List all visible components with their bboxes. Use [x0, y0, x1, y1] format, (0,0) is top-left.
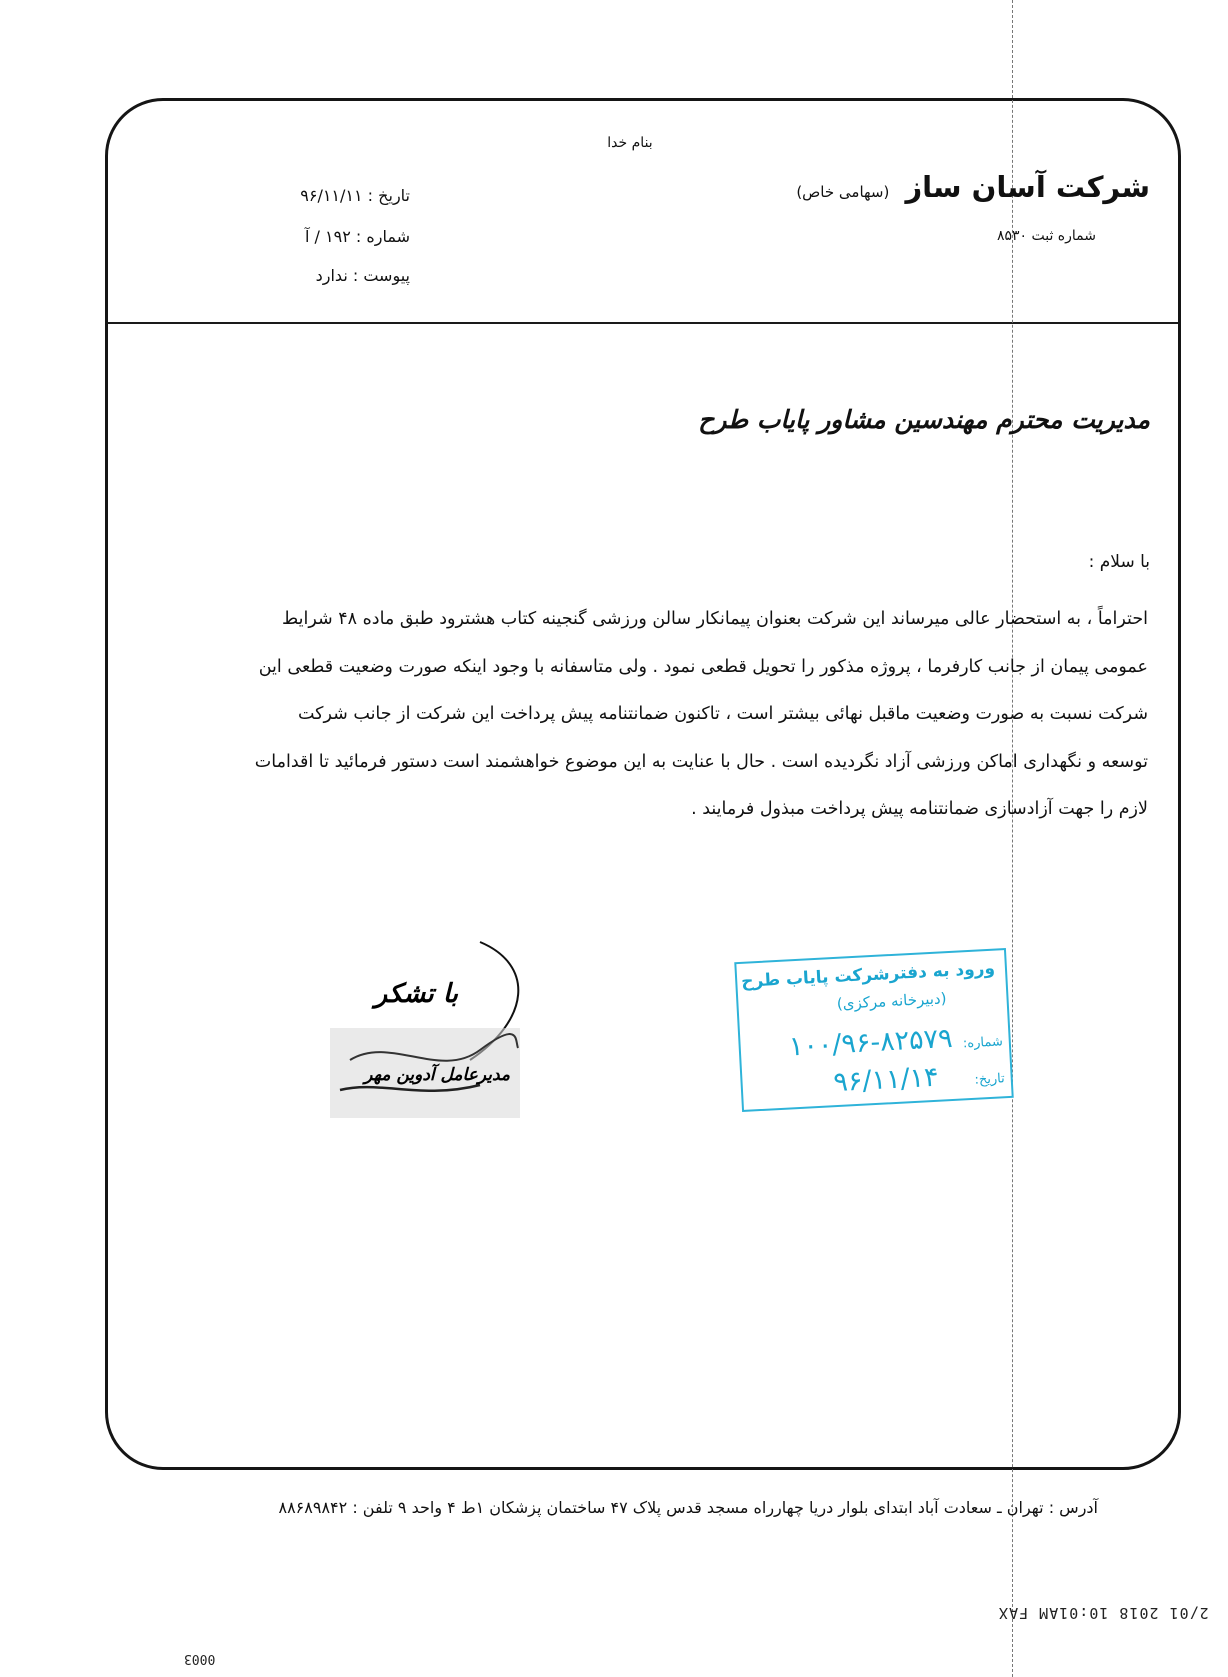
company-name-text: شرکت آسان ساز	[905, 170, 1150, 204]
registration-number: شماره ثبت ۸۵۳۰	[996, 228, 1096, 244]
signature-block	[330, 940, 560, 1125]
stamp-number-value: ۱۰۰/۹۶-۸۲۵۷۹	[788, 1022, 954, 1063]
letter-date: تاریخ : ۹۶/۱۱/۱۱	[300, 186, 410, 205]
footer-address: آدرس : تهران ـ سعادت آباد ابتدای بلوار دریا چهارراه مسجد قدس پلاک ۴۷ ساختمان پزشکان ۱ط ۴ واحد ۹ تلفن : ۸۸۶۸۹۸۴۲	[278, 1498, 1098, 1517]
stamp-date-value: ۹۶/۱۱/۱۴	[832, 1061, 940, 1099]
letter-attachment: پیوست : ندارد	[315, 266, 410, 285]
body-line: لازم را جهت آزادسازی ضمانتنامه پیش پرداخت مبذول فرمایند .	[691, 799, 1148, 819]
header-divider	[108, 322, 1178, 324]
body-line: عمومی پیمان از جانب کارفرما ، پروژه مذکور را تحویل قطعی نمود . ولی متاسفانه با وجود اینکه صورت وضعیت قطعی این	[258, 656, 1148, 677]
fax-scan-line	[1012, 0, 1013, 1677]
stamp-number-label: شماره:	[962, 1034, 1004, 1052]
fax-header: 2/01 2018 10:01AM FAX	[998, 1604, 1209, 1622]
body-line: احتراماً ، به استحضار عالی میرساند این شرکت بعنوان پیمانکار سالن ورزشی گنجینه کتاب هشترود طبق ماده ۴۸ شرایط	[282, 609, 1148, 629]
recipient: مدیریت محترم مهندسین مشاور پایاب طرح	[698, 405, 1150, 434]
company-type: (سهامی خاص)	[796, 183, 890, 201]
basmala: بنام خدا	[607, 135, 653, 151]
body-line: توسعه و نگهداری اماکن ورزشی آزاد نگردیده است . حال با عنایت به این موضوع خواهشمند است دستور فرمائید تا اقدامات	[254, 751, 1148, 772]
letter-body	[142, 596, 1148, 834]
stamp-subtitle: (دبیرخانه مرکزی)	[836, 989, 947, 1013]
stamp-date-label: تاریخ:	[974, 1071, 1006, 1088]
received-stamp	[734, 948, 1013, 1112]
body-line: شرکت نسبت به صورت وضعیت ماقبل نهائی بیشتر است ، تاکنون ضمانتنامه پیش پرداخت این شرکت از جانب شرکت	[297, 704, 1148, 724]
stamp-title: ورود به دفترشرکت پایاب طرح	[740, 958, 996, 992]
signer-text: مدیرعامل آدوین مهر	[364, 1065, 510, 1085]
fax-page-number: 0003	[184, 1651, 216, 1666]
letter-number: شماره : ۱۹۲ / آ	[305, 227, 410, 246]
closing-text: با تشکر	[374, 979, 458, 1009]
company-name	[796, 170, 1150, 204]
greeting: با سلام :	[1088, 552, 1150, 572]
